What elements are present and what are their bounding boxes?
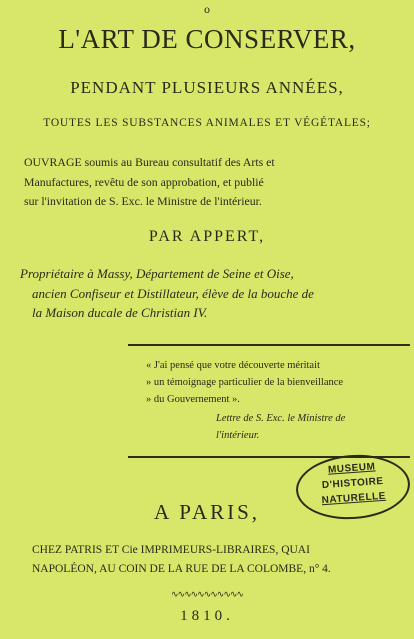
wavy-ornament: ∿∿∿∿∿∿∿∿∿∿∿ (171, 590, 243, 600)
description-line-3: sur l'invitation de S. Exc. le Ministre de l'intérieur. (24, 194, 262, 208)
quote-line-3: » du Gouvernement ». (146, 394, 240, 405)
quote-line-2: » un témoignage particulier de la bienveillance (146, 377, 344, 388)
divider-top (128, 344, 410, 346)
author-detail-line-2: ancien Confiseur et Distillateur, élève de la bouche de (32, 286, 314, 301)
description-line-2: Manufactures, revêtu de son approbation, et publié (24, 175, 264, 189)
imprint-city: A PARIS, (153, 500, 261, 524)
top-ornament: o (203, 5, 211, 16)
subtitle-line-1: PENDANT PLUSIEURS ANNÉES, (70, 78, 344, 97)
author-byline: PAR APPERT, (148, 228, 266, 245)
quote-line-1: « J'ai pensé que votre découverte méritait (146, 360, 320, 371)
book-title: L'ART DE CONSERVER, (58, 24, 356, 54)
quote-attribution-1: Lettre de S. Exc. le Ministre de (216, 413, 346, 424)
stamp-line-3: NATURELLE (321, 490, 387, 507)
imprint-line-2: NAPOLÉON, AU COIN DE LA RUE DE LA COLOMBE, n° 4. (32, 563, 331, 575)
subtitle-line-2: TOUTES LES SUBSTANCES ANIMALES ET VÉGÉTALES; (43, 117, 371, 129)
imprint-line-1: CHEZ PATRIS ET Cie IMPRIMEURS-LIBRAIRES, QUAI (32, 544, 310, 556)
author-detail-line-1: Propriétaire à Massy, Département de Seine et Oise, (20, 266, 294, 281)
publication-year: 1810. (180, 608, 234, 624)
description-line-1: OUVRAGE soumis au Bureau consultatif des Arts et (24, 155, 275, 169)
quote-attribution-2: l'intérieur. (216, 430, 260, 441)
stamp-line-2: D'HISTOIRE (321, 475, 384, 492)
author-detail-line-3: la Maison ducale de Christian IV. (32, 305, 208, 320)
stamp-line-1: MUSEUM (327, 461, 376, 476)
